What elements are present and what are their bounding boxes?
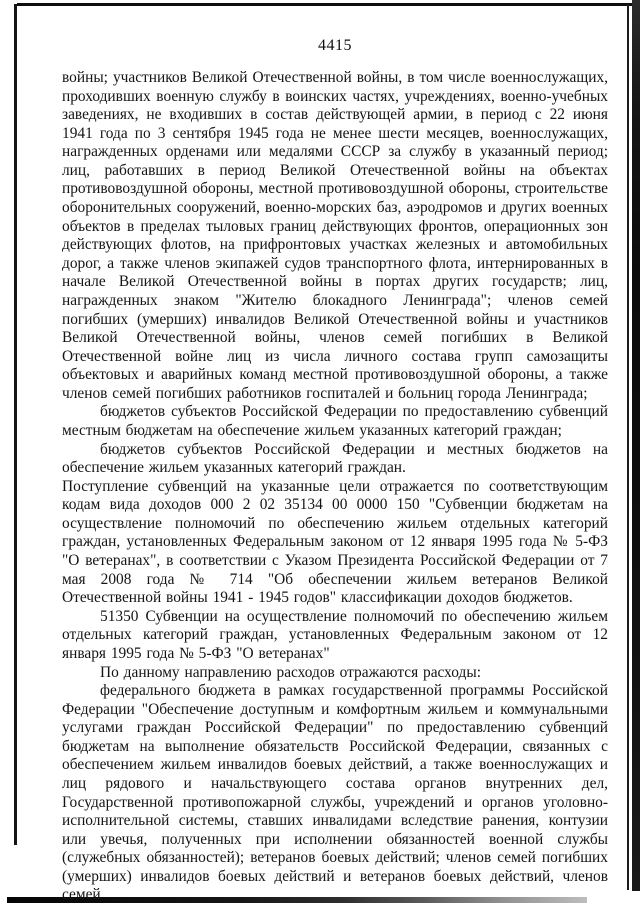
paragraph-income-code-35134: Поступление субвенций на указанные цели отражается по соответствующим кодам вида доходов 000 2 02 35134 00 0000 150 "Субвенции бюджетам на осуществление полномочий по обеспечению жильем отдельных категорий граждан, установленных Федеральным законом от 12 января 1995 года № 5-ФЗ "О ветеранах", в соответствии с Указом Президента Российской Федерации от 7 мая 2008 года № 714 "Об обеспечении жильем ветеранов Великой Отечественной войны 1941 - 1945 годов" классификации доходов бюджетов. [62,477,608,607]
page-border-left [14,4,17,845]
paragraph-expenses-direction-intro: По данному направлению расходов отражаются расходы: [100,663,481,681]
page-number: 4415 [318,37,352,54]
page-border-right [627,4,629,890]
paragraph-subject-and-local-budgets: бюджетов субъектов Российской Федерации и местных бюджетов на обеспечение жильем указанных категорий граждан. [62,440,608,477]
document-text-block [62,69,608,905]
paragraph-code-51350: 51350 Субвенции на осуществление полномочий по обеспечению жильем отдельных категорий граждан, установленных Федеральным законом от 12 января 1995 года № 5-ФЗ "О ветеранах" [62,607,608,662]
page-border-top [17,3,634,6]
paragraph-federal-budget-program: федерального бюджета в рамках государственной программы Российской Федерации "Обеспечение доступным и комфортным жильем и коммунальными услугами граждан Российской Федерации" по предоставлению субвенций бюджетам на выполнение обязательств Российской Федерации, связанных с обеспечением жильем инвалидов боевых действий, а также военнослужащих и лиц рядового и начальствующего состава органов внутренних дел, Государственной противопожарной службы, учреждений и органов уголовно-исполнительной системы, ставших инвалидами вследствие ранения, контузии или увечья, полученных при исполнении обязанностей военной службы (служебных обязанностей); ветеранов боевых действий; членов семей погибших (умерших) инвалидов боевых действий и ветеранов боевых действий, членов семей [62,682,608,904]
paragraph-subject-budgets-subventions: бюджетов субъектов Российской Федерации по предоставлению субвенций местным бюджетам на обеспечение жильем указанных категорий граждан; [62,403,608,439]
scan-edge-shadow-right [632,0,640,891]
paragraph-continuation-war-participants: войны; участников Великой Отечественной войны, в том числе военнослужащих, проходивших военную службу в воинских частях, учреждениях, военно-учебных заведениях, не входивших в состав действующей армии, в период с 22 июня 1941 года по 3 сентября 1945 года не менее шести месяцев, военнослужащих, награжденных орденами или медалями СССР за службу в указанный период; лиц, работавших в период Великой Отечественной войны на объектах противовоздушной обороны, местной противовоздушной обороны, строительстве оборонительных сооружений, военно-морских баз, аэродромов и других военных объектов в пределах тыловых границ действующих фронтов, операционных зон действующих флотов, на прифронтовых участках железных и автомобильных дорог, а также членов экипажей судов транспортного флота, интернированных в начале Великой Отечественной войны в портах других государств; лиц, награжденных знаком "Жителю блокадного Ленинграда"; членов семей погибших (умерших) инвалидов Великой Отечественной войны и участников Великой Отечественной войны, членов семей погибших в Великой Отечественной войне лиц из числа личного состава групп самозащиты объектовых и аварийных команд местной противовоздушной обороны, а также членов семей погибших работников госпиталей и больниц города Ленинграда; [62,69,608,402]
